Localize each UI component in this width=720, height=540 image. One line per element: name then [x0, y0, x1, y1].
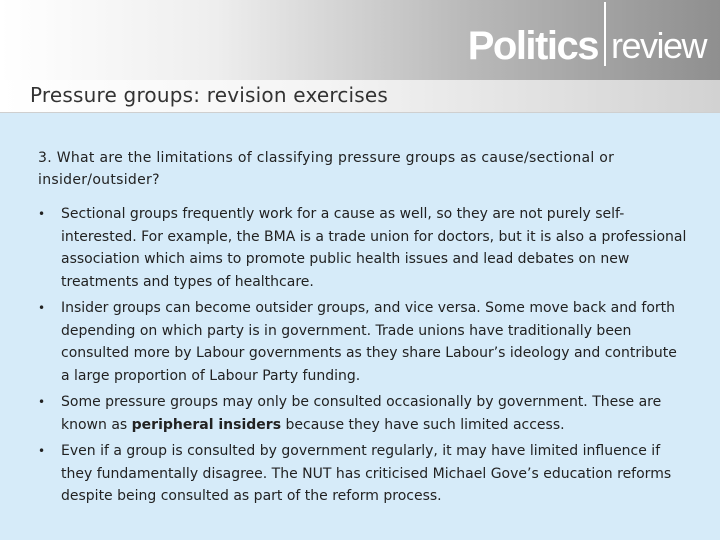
- bullet-icon: •: [38, 395, 46, 409]
- bullet-item: [38, 440, 688, 508]
- bullet-item: [38, 203, 688, 293]
- bullet-text-part: Some pressure groups may only be consulted occasionally by government. These are known as: [61, 394, 662, 433]
- logo-word-review: review: [610, 25, 706, 66]
- header-banner: [0, 0, 720, 80]
- bullet-text: Even if a group is consulted by government regularly, it may have limited influence if they fundamentally disagree. The NUT has criticised Michael Gove’s education reforms despite being consulted as part of the reform process.: [61, 443, 672, 504]
- bullet-text: Insider groups can become outsider groups, and vice versa. Some move back and forth depending on which party is in government. Trade unions have traditionally been consulted more by Labour governments as they share Labour’s ideology and contribute a large proportion of Labour Party funding.: [61, 300, 677, 384]
- logo-divider: [604, 2, 606, 66]
- bullet-text: Sectional groups frequently work for a cause as well, so they are not purely self-interested. For example, the BMA is a trade union for doctors, but it is also a professional association which aims to promote public health issues and lead debates on new treatments and types of healthcare.: [61, 206, 687, 290]
- politics-review-logo: [468, 20, 706, 66]
- bullet-icon: •: [38, 444, 46, 458]
- bullet-text-part: because they have such limited access.: [281, 416, 565, 433]
- bullet-list: [38, 203, 688, 508]
- logo-word-politics: Politics: [467, 24, 598, 68]
- title-bar: [0, 80, 720, 113]
- bullet-item: [38, 297, 688, 387]
- bullet-icon: •: [38, 301, 46, 315]
- bullet-icon: •: [38, 207, 46, 221]
- page-title: Pressure groups: revision exercises: [30, 83, 389, 107]
- question-text: 3. What are the limitations of classifying pressure groups as cause/sectional or insider/outsider?: [38, 150, 615, 188]
- bullet-item: [38, 391, 688, 436]
- bullet-bold-term: peripheral insiders: [131, 416, 282, 433]
- slide-content: [38, 147, 688, 512]
